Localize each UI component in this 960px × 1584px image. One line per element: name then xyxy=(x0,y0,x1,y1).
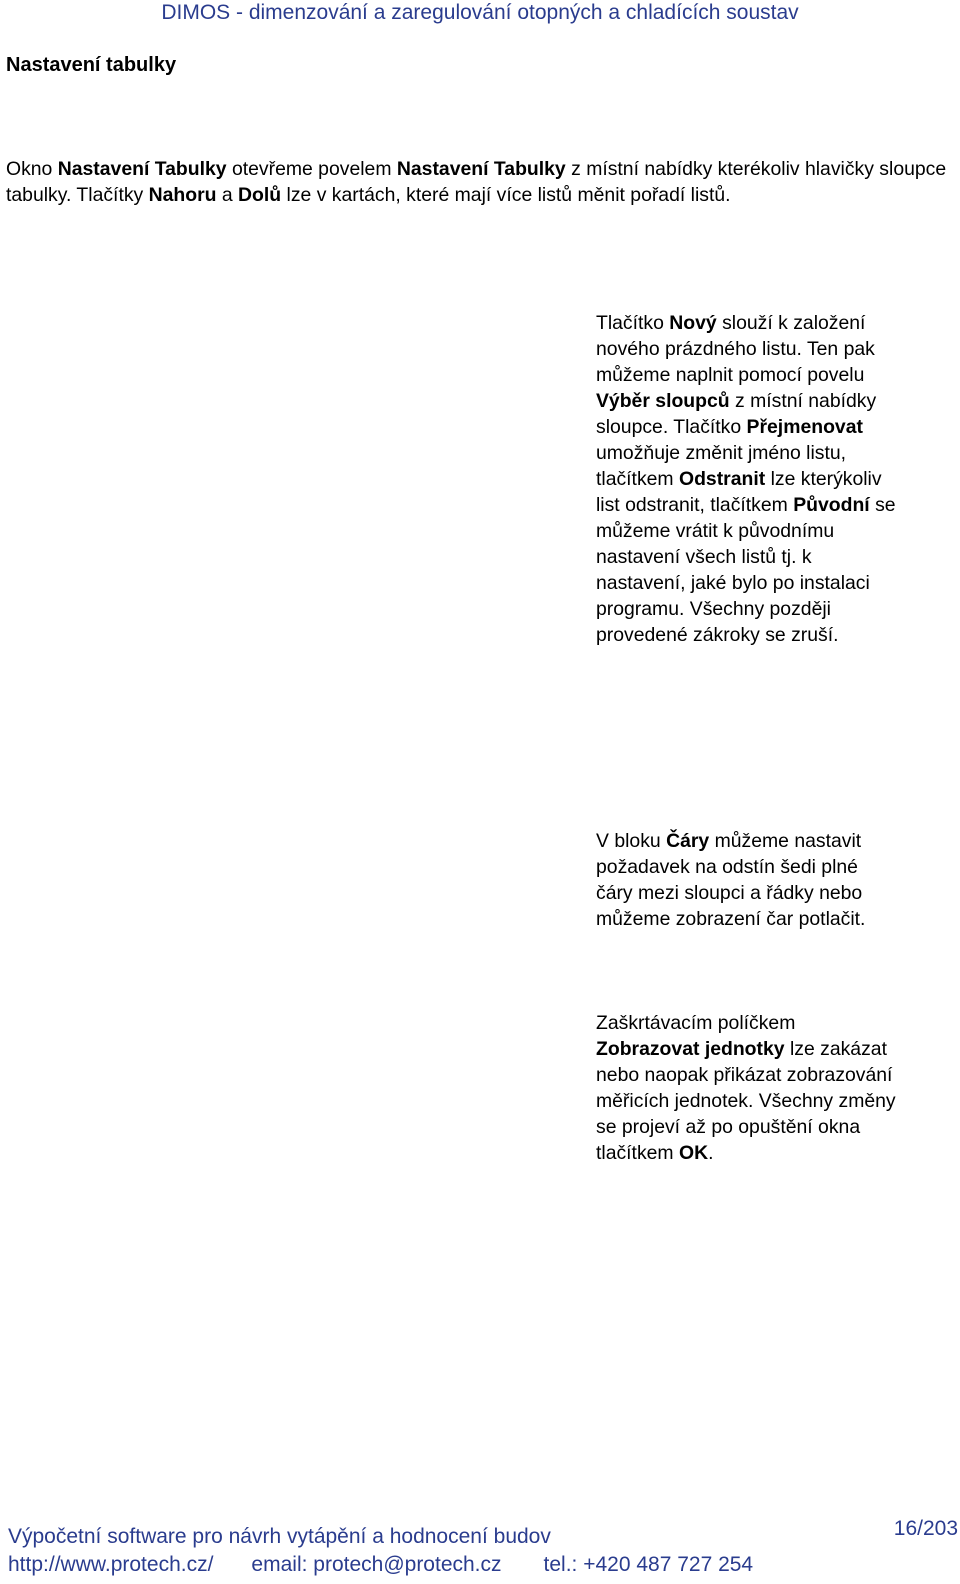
block1-text-1: Tlačítko xyxy=(596,312,670,334)
units-description xyxy=(596,1010,896,1166)
block1-bold-1: Nový xyxy=(669,312,717,334)
block1-text-2: slouží k založení nového prázdného listu. Ten pak můžeme naplnit pomocí povelu xyxy=(596,312,875,386)
block1-bold-2: Výběr sloupců xyxy=(596,390,730,412)
block3-bold-1: Zobrazovat jednotky xyxy=(596,1038,785,1060)
block1-text-4: umožňuje změnit jméno listu, tlačítkem xyxy=(596,442,847,490)
intro-bold-2: Nastavení Tabulky xyxy=(396,158,566,180)
block3-text-1: Zaškrtávacím políčkem xyxy=(596,1012,796,1034)
block1-bold-4: Odstranit xyxy=(678,468,766,490)
block1-bold-5: Původní xyxy=(793,494,870,516)
section-title: Nastavení tabulky xyxy=(6,54,177,76)
block2-text-2: můžeme nastavit požadavek na odstín šedi plné čáry mezi sloupci a řádky nebo můžeme zobrazení čar potlačit. xyxy=(596,830,866,930)
page-number: 16/203 xyxy=(893,1517,958,1540)
block3-text-3: . xyxy=(708,1142,714,1164)
intro-text-4: a xyxy=(216,184,239,206)
footer-email-link[interactable]: email: protech@protech.cz xyxy=(251,1553,502,1576)
block1-bold-3: Přejmenovat xyxy=(746,416,863,438)
lines-description xyxy=(596,828,896,932)
block3-bold-2: OK xyxy=(678,1142,709,1164)
block2-bold-1: Čáry xyxy=(666,830,710,852)
intro-paragraph xyxy=(6,156,951,208)
intro-text-2: otevřeme povelem xyxy=(226,158,397,180)
intro-text-3: z místní nabídky kterékoliv hlavičky sloupce tabulky. Tlačítky xyxy=(6,158,947,206)
buttons-description xyxy=(596,310,896,648)
intro-bold-1: Nastavení Tabulky xyxy=(57,158,227,180)
header-title: DIMOS - dimenzování a zaregulování otopných a chladících soustav xyxy=(161,1,799,24)
footer-contacts xyxy=(8,1552,753,1578)
block1-text-3: z místní nabídky sloupce. Tlačítko xyxy=(596,390,877,438)
footer-tagline: Výpočetní software pro návrh vytápění a hodnocení budov xyxy=(8,1525,551,1548)
intro-text-5: lze v kartách, které mají více listů měnit pořadí listů. xyxy=(281,184,731,206)
block1-text-6: se můžeme vrátit k původnímu nastavení všech listů tj. k nastavení, jaké bylo po instalaci programu. Všechny později provedené zákroky se zruší. xyxy=(596,494,896,646)
footer-url-link[interactable]: http://www.protech.cz/ xyxy=(8,1553,214,1576)
footer-phone: tel.: +420 487 727 254 xyxy=(543,1553,754,1576)
intro-bold-4: Dolů xyxy=(238,184,282,206)
block1-text-5: lze kterýkoliv list odstranit, tlačítkem xyxy=(596,468,882,516)
block2-text-1: V bloku xyxy=(596,830,667,852)
block3-text-2: lze zakázat nebo naopak přikázat zobrazování měřicích jednotek. Všechny změny se projeví až po opuštění okna tlačítkem xyxy=(596,1038,896,1164)
intro-text-1: Okno xyxy=(6,158,58,180)
intro-bold-3: Nahoru xyxy=(148,184,217,206)
